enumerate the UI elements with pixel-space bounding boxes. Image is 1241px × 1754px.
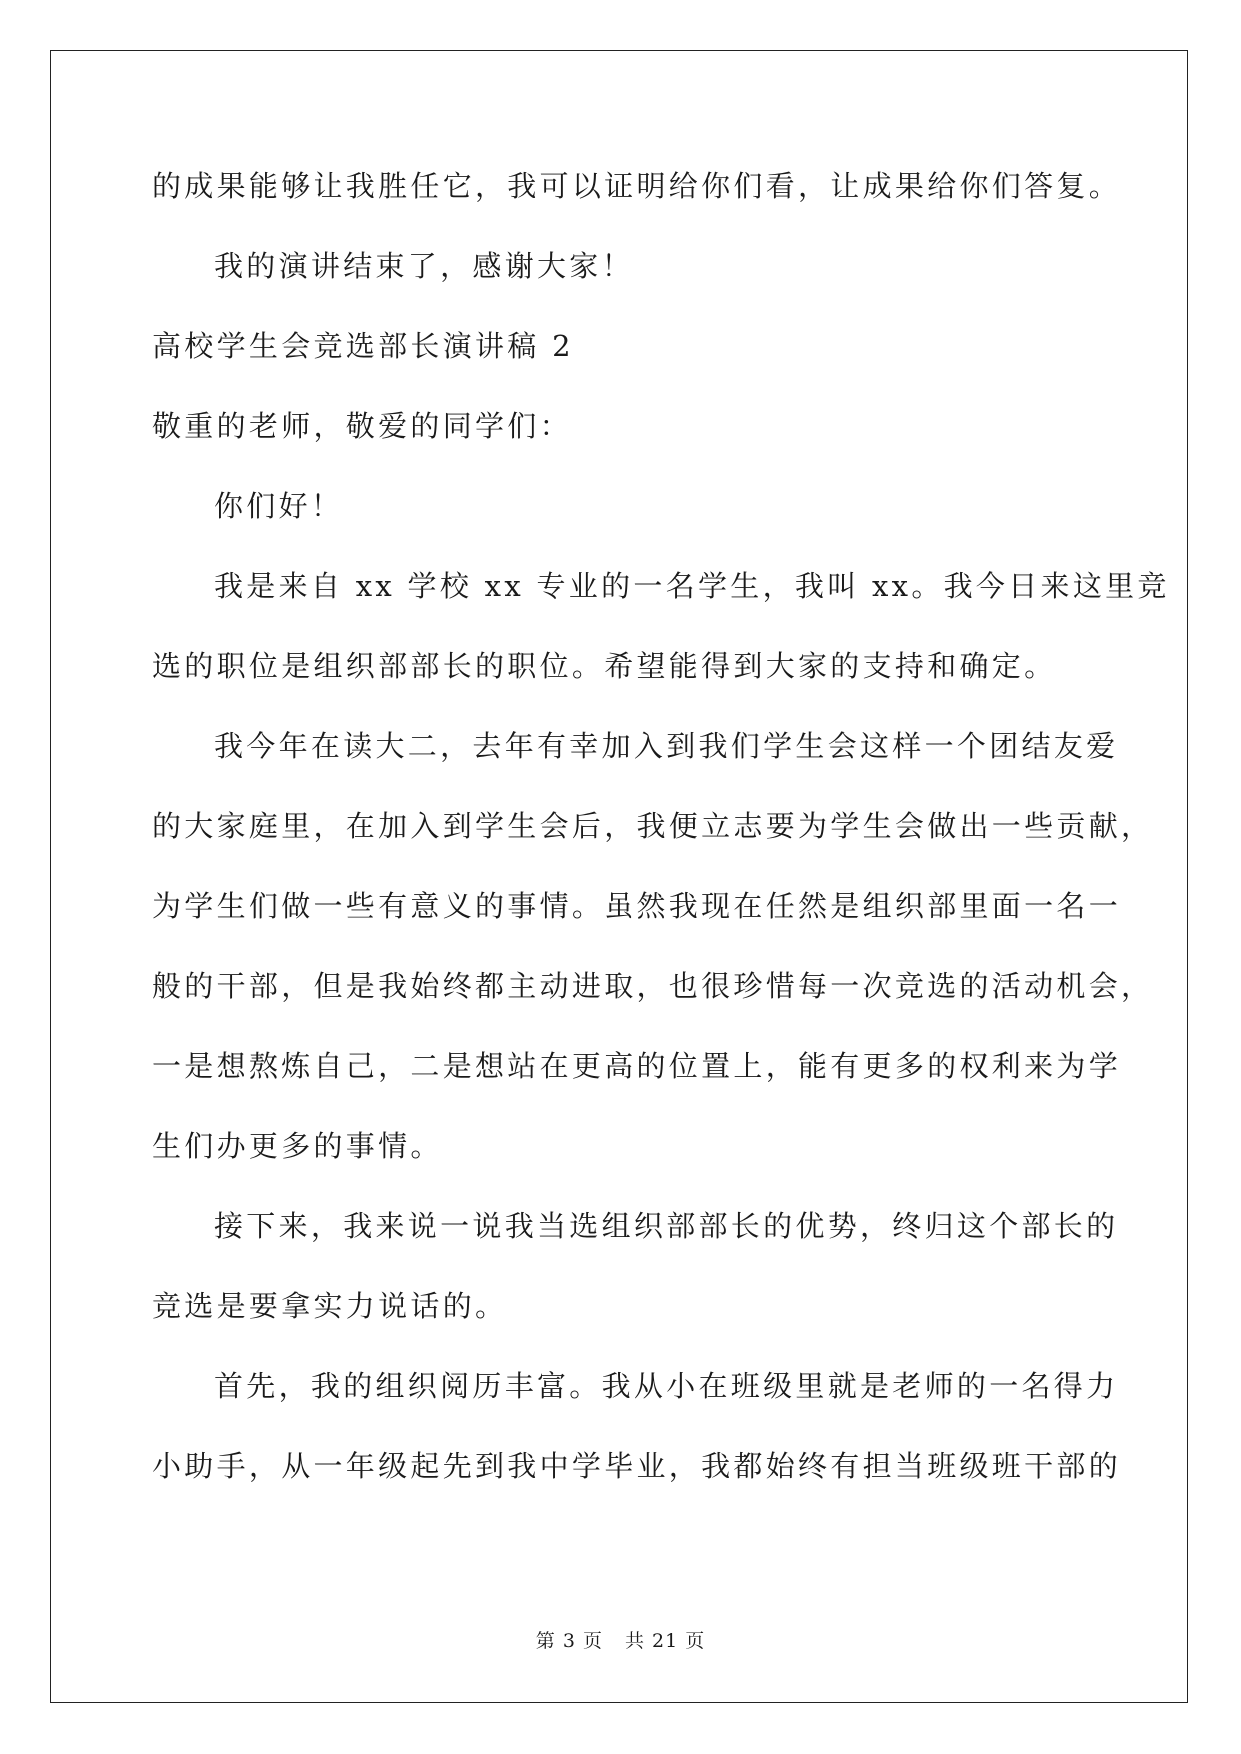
paragraph-line: 般的干部，但是我始终都主动进取，也很珍惜每一次竞选的活动机会， <box>152 969 1154 1003</box>
paragraph-line: 的大家庭里，在加入到学生会后，我便立志要为学生会做出一些贡献， <box>152 809 1154 843</box>
section-title: 高校学生会竞选部长演讲稿 2 <box>152 329 574 363</box>
paragraph-line: 接下来，我来说一说我当选组织部部长的优势，终归这个部长的 <box>214 1209 1119 1243</box>
closing-line: 我的演讲结束了，感谢大家！ <box>214 249 634 283</box>
paragraph-line: 我今年在读大二，去年有幸加入到我们学生会这样一个团结友爱 <box>214 729 1119 763</box>
page-number: 第 3 页 <box>535 1630 603 1652</box>
paragraph-line: 选的职位是组织部部长的职位。希望能得到大家的支持和确定。 <box>152 649 1057 683</box>
paragraph-line: 小助手，从一年级起先到我中学毕业，我都始终有担当班级班干部的 <box>152 1449 1122 1483</box>
paragraph-line: 一是想熬炼自己，二是想站在更高的位置上，能有更多的权利来为学 <box>152 1049 1122 1083</box>
paragraph-line: 的成果能够让我胜任它，我可以证明给你们看，让成果给你们答复。 <box>152 169 1122 203</box>
page-total: 共 21 页 <box>624 1630 706 1652</box>
paragraph-line: 首先，我的组织阅历丰富。我从小在班级里就是老师的一名得力 <box>214 1369 1119 1403</box>
page-footer <box>0 1629 1241 1653</box>
greeting: 你们好！ <box>214 489 344 523</box>
paragraph-line: 我是来自 xx 学校 xx 专业的一名学生，我叫 xx。我今日来这里竞 <box>214 569 1170 603</box>
paragraph-line: 生们办更多的事情。 <box>152 1129 443 1163</box>
salutation: 敬重的老师，敬爱的同学们： <box>152 409 572 443</box>
paragraph-line: 为学生们做一些有意义的事情。虽然我现在任然是组织部里面一名一 <box>152 889 1122 923</box>
paragraph-line: 竞选是要拿实力说话的。 <box>152 1289 508 1323</box>
